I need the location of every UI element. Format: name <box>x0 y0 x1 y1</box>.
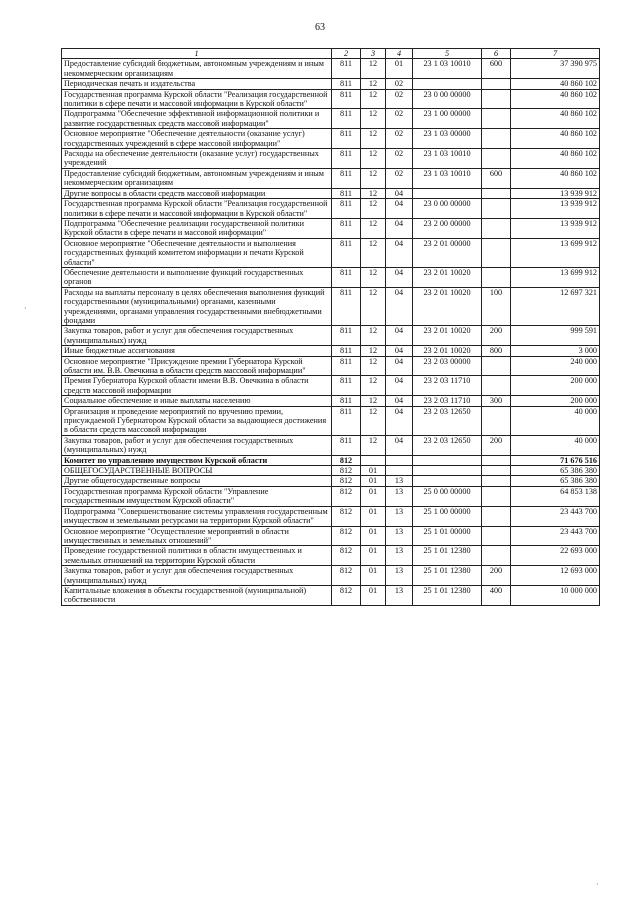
row-subsection-cell: 04 <box>386 188 413 198</box>
row-grbs-cell: 811 <box>332 218 361 238</box>
row-section-cell: 12 <box>361 356 386 376</box>
row-amount-cell: 37 390 975 <box>511 59 600 79</box>
row-expense-type-cell <box>482 129 511 149</box>
table-row <box>62 566 600 586</box>
table-row <box>62 326 600 346</box>
row-grbs-cell: 812 <box>332 506 361 526</box>
row-grbs-cell: 811 <box>332 149 361 169</box>
row-section-cell: 12 <box>361 188 386 198</box>
row-target-article-cell <box>413 466 482 476</box>
row-amount-cell: 23 443 700 <box>511 506 600 526</box>
row-section-cell <box>361 455 386 465</box>
table-row <box>62 486 600 506</box>
row-grbs-cell: 812 <box>332 476 361 486</box>
row-expense-type-cell <box>482 486 511 506</box>
row-name-cell: Предоставление субсидий бюджетным, автономным учреждениям и иным некоммерческим организациям <box>62 59 332 79</box>
row-target-article-cell: 25 1 00 00000 <box>413 506 482 526</box>
row-section-cell: 12 <box>361 326 386 346</box>
row-grbs-cell: 812 <box>332 585 361 605</box>
row-target-article-cell: 23 2 03 12650 <box>413 435 482 455</box>
row-target-article-cell: 25 1 01 12380 <box>413 566 482 586</box>
row-target-article-cell: 23 2 00 00000 <box>413 218 482 238</box>
row-name-cell: Расходы на обеспечение деятельности (оказание услуг) государственных учреждений <box>62 149 332 169</box>
row-section-cell: 12 <box>361 406 386 435</box>
row-grbs-cell: 811 <box>332 59 361 79</box>
row-section-cell: 01 <box>361 546 386 566</box>
row-expense-type-cell <box>482 455 511 465</box>
row-target-article-cell: 23 2 01 00000 <box>413 238 482 267</box>
row-name-cell: Другие вопросы в области средств массовой информации <box>62 188 332 198</box>
row-grbs-cell: 811 <box>332 188 361 198</box>
row-expense-type-cell <box>482 356 511 376</box>
row-target-article-cell: 23 2 01 10020 <box>413 267 482 287</box>
row-section-cell: 12 <box>361 199 386 219</box>
row-subsection-cell: 04 <box>386 396 413 406</box>
row-name-cell: Комитет по управлению имуществом Курской области <box>62 455 332 465</box>
header-cell: 6 <box>482 49 511 59</box>
row-target-article-cell: 23 1 03 10010 <box>413 59 482 79</box>
row-target-article-cell: 23 2 03 11710 <box>413 396 482 406</box>
row-expense-type-cell <box>482 526 511 546</box>
table-row <box>62 188 600 198</box>
row-subsection-cell: 04 <box>386 287 413 326</box>
row-grbs-cell: 811 <box>332 326 361 346</box>
row-section-cell: 12 <box>361 59 386 79</box>
row-amount-cell: 40 860 102 <box>511 149 600 169</box>
row-name-cell: Основное мероприятие "Осуществление мероприятий в области имущественных и земельных отношений" <box>62 526 332 546</box>
row-subsection-cell <box>386 466 413 476</box>
row-name-cell: Капитальные вложения в объекты государственной (муниципальной) собственности <box>62 585 332 605</box>
row-expense-type-cell <box>482 506 511 526</box>
header-cell: 2 <box>332 49 361 59</box>
row-target-article-cell: 23 2 03 11710 <box>413 376 482 396</box>
row-section-cell: 12 <box>361 267 386 287</box>
table-row <box>62 238 600 267</box>
table-row <box>62 129 600 149</box>
table-row <box>62 455 600 465</box>
row-amount-cell: 13 699 912 <box>511 238 600 267</box>
row-target-article-cell: 25 0 00 00000 <box>413 486 482 506</box>
row-amount-cell: 23 443 700 <box>511 526 600 546</box>
row-target-article-cell: 23 2 01 10020 <box>413 287 482 326</box>
row-section-cell: 12 <box>361 109 386 129</box>
row-section-cell: 12 <box>361 346 386 356</box>
row-amount-cell: 40 860 102 <box>511 89 600 109</box>
row-grbs-cell: 811 <box>332 89 361 109</box>
row-target-article-cell: 23 2 01 10020 <box>413 326 482 346</box>
row-grbs-cell: 811 <box>332 79 361 89</box>
row-amount-cell: 12 693 000 <box>511 566 600 586</box>
table-row <box>62 435 600 455</box>
row-name-cell: Предоставление субсидий бюджетным, автономным учреждениям и иным некоммерческим организациям <box>62 168 332 188</box>
row-grbs-cell: 812 <box>332 546 361 566</box>
row-name-cell: Подпрограмма "Обеспечение эффективной информационной политики и развитие государственных средств массовой информации" <box>62 109 332 129</box>
row-name-cell: Закупка товаров, работ и услуг для обеспечения государственных (муниципальных) нужд <box>62 566 332 586</box>
row-expense-type-cell <box>482 149 511 169</box>
row-amount-cell: 40 000 <box>511 435 600 455</box>
row-name-cell: Социальное обеспечение и иные выплаты населению <box>62 396 332 406</box>
row-amount-cell: 22 693 000 <box>511 546 600 566</box>
row-target-article-cell: 23 1 03 10010 <box>413 149 482 169</box>
page-number: 63 <box>315 22 325 33</box>
row-subsection-cell: 04 <box>386 356 413 376</box>
row-grbs-cell: 811 <box>332 267 361 287</box>
row-name-cell: Обеспечение деятельности и выполнение функций государственных органов <box>62 267 332 287</box>
row-name-cell: Подпрограмма "Совершенствование системы управления государственным имуществом и земельными ресурсами на территории Курской области" <box>62 506 332 526</box>
row-grbs-cell: 811 <box>332 376 361 396</box>
row-subsection-cell: 04 <box>386 199 413 219</box>
row-name-cell: Закупка товаров, работ и услуг для обеспечения государственных (муниципальных) нужд <box>62 326 332 346</box>
row-amount-cell: 65 386 380 <box>511 466 600 476</box>
row-subsection-cell: 02 <box>386 149 413 169</box>
table-row <box>62 346 600 356</box>
row-amount-cell: 65 386 380 <box>511 476 600 486</box>
row-section-cell: 12 <box>361 396 386 406</box>
table-row <box>62 59 600 79</box>
row-section-cell: 01 <box>361 566 386 586</box>
row-target-article-cell <box>413 79 482 89</box>
row-subsection-cell: 04 <box>386 218 413 238</box>
scan-dot: · <box>596 880 599 889</box>
row-grbs-cell: 811 <box>332 199 361 219</box>
row-grbs-cell: 811 <box>332 168 361 188</box>
row-expense-type-cell <box>482 199 511 219</box>
row-amount-cell: 200 000 <box>511 376 600 396</box>
table-row <box>62 476 600 486</box>
table-row <box>62 506 600 526</box>
row-expense-type-cell <box>482 466 511 476</box>
table-row <box>62 356 600 376</box>
row-name-cell: Другие общегосударственные вопросы <box>62 476 332 486</box>
row-section-cell: 01 <box>361 486 386 506</box>
table-row <box>62 406 600 435</box>
budget-table <box>61 48 600 606</box>
row-grbs-cell: 811 <box>332 287 361 326</box>
row-grbs-cell: 811 <box>332 129 361 149</box>
row-subsection-cell: 04 <box>386 376 413 396</box>
row-grbs-cell: 812 <box>332 486 361 506</box>
table-row <box>62 287 600 326</box>
row-amount-cell: 71 676 516 <box>511 455 600 465</box>
row-expense-type-cell: 800 <box>482 346 511 356</box>
row-target-article-cell: 23 2 03 00000 <box>413 356 482 376</box>
table-row <box>62 585 600 605</box>
row-section-cell: 12 <box>361 129 386 149</box>
row-subsection-cell: 13 <box>386 476 413 486</box>
row-expense-type-cell: 300 <box>482 396 511 406</box>
row-amount-cell: 40 000 <box>511 406 600 435</box>
table-row <box>62 376 600 396</box>
table-row <box>62 466 600 476</box>
row-name-cell: Проведение государственной политики в области имущественных и земельных отношений на территории Курской области <box>62 546 332 566</box>
row-amount-cell: 200 000 <box>511 396 600 406</box>
row-amount-cell: 40 860 102 <box>511 79 600 89</box>
row-amount-cell: 40 860 102 <box>511 168 600 188</box>
row-subsection-cell: 01 <box>386 59 413 79</box>
table-row <box>62 526 600 546</box>
table-header-row <box>62 49 600 59</box>
row-target-article-cell: 23 0 00 00000 <box>413 89 482 109</box>
row-amount-cell: 13 939 912 <box>511 188 600 198</box>
row-grbs-cell: 811 <box>332 356 361 376</box>
row-subsection-cell: 02 <box>386 109 413 129</box>
row-expense-type-cell <box>482 406 511 435</box>
row-expense-type-cell: 400 <box>482 585 511 605</box>
row-amount-cell: 40 860 102 <box>511 129 600 149</box>
row-name-cell: Закупка товаров, работ и услуг для обеспечения государственных (муниципальных) нужд <box>62 435 332 455</box>
header-cell: 7 <box>511 49 600 59</box>
row-target-article-cell <box>413 188 482 198</box>
row-name-cell: Расходы на выплаты персоналу в целях обеспечения выполнения функций государственными (муниципальными) органами, казенными учреждениями, органами управления государственными внебюджетными фондами <box>62 287 332 326</box>
row-grbs-cell: 812 <box>332 566 361 586</box>
row-section-cell: 12 <box>361 79 386 89</box>
row-amount-cell: 13 939 912 <box>511 199 600 219</box>
row-subsection-cell: 13 <box>386 486 413 506</box>
row-target-article-cell: 25 1 01 12380 <box>413 546 482 566</box>
row-section-cell: 12 <box>361 89 386 109</box>
row-section-cell: 12 <box>361 287 386 326</box>
row-section-cell: 01 <box>361 466 386 476</box>
row-section-cell: 12 <box>361 168 386 188</box>
row-subsection-cell: 04 <box>386 346 413 356</box>
row-amount-cell: 999 591 <box>511 326 600 346</box>
row-expense-type-cell: 600 <box>482 59 511 79</box>
row-expense-type-cell: 100 <box>482 287 511 326</box>
row-target-article-cell: 25 1 01 12380 <box>413 585 482 605</box>
row-grbs-cell: 812 <box>332 466 361 476</box>
row-subsection-cell: 02 <box>386 168 413 188</box>
row-amount-cell: 64 853 138 <box>511 486 600 506</box>
row-expense-type-cell: 200 <box>482 566 511 586</box>
row-name-cell: Основное мероприятие "Обеспечение деятельности (оказание услуг) государственных учреждений в сфере массовой информации" <box>62 129 332 149</box>
table-row <box>62 396 600 406</box>
table-body <box>62 59 600 605</box>
scan-dot: · <box>24 304 27 313</box>
row-section-cell: 01 <box>361 585 386 605</box>
row-amount-cell: 10 000 000 <box>511 585 600 605</box>
row-name-cell: Государственная программа Курской области "Реализация государственной политики в сфере печати и массовой информации в Курской области" <box>62 199 332 219</box>
table-row <box>62 546 600 566</box>
row-subsection-cell: 04 <box>386 406 413 435</box>
row-subsection-cell: 02 <box>386 129 413 149</box>
row-subsection-cell: 13 <box>386 546 413 566</box>
row-subsection-cell: 13 <box>386 526 413 546</box>
row-amount-cell: 13 939 912 <box>511 218 600 238</box>
row-expense-type-cell <box>482 376 511 396</box>
header-cell: 3 <box>361 49 386 59</box>
row-amount-cell: 240 000 <box>511 356 600 376</box>
table-row <box>62 267 600 287</box>
row-name-cell: Премия Губернатора Курской области имени В.В. Овечкина в области средств массовой информации <box>62 376 332 396</box>
row-expense-type-cell: 600 <box>482 168 511 188</box>
row-name-cell: Периодическая печать и издательства <box>62 79 332 89</box>
row-name-cell: Иные бюджетные ассигнования <box>62 346 332 356</box>
row-section-cell: 12 <box>361 238 386 267</box>
row-target-article-cell: 23 1 03 10010 <box>413 168 482 188</box>
row-expense-type-cell <box>482 79 511 89</box>
row-subsection-cell: 13 <box>386 585 413 605</box>
table-row <box>62 109 600 129</box>
row-section-cell: 01 <box>361 506 386 526</box>
row-expense-type-cell: 200 <box>482 435 511 455</box>
row-grbs-cell: 812 <box>332 455 361 465</box>
table-row <box>62 79 600 89</box>
row-subsection-cell: 04 <box>386 326 413 346</box>
table-row <box>62 199 600 219</box>
row-expense-type-cell <box>482 267 511 287</box>
row-grbs-cell: 812 <box>332 526 361 546</box>
row-section-cell: 01 <box>361 526 386 546</box>
table-row <box>62 149 600 169</box>
table-row <box>62 168 600 188</box>
row-name-cell: Основное мероприятие "Присуждение премии Губернатора Курской области им. В.В. Овечкина в области средств массовой информации" <box>62 356 332 376</box>
row-expense-type-cell <box>482 89 511 109</box>
row-target-article-cell: 23 0 00 00000 <box>413 199 482 219</box>
row-grbs-cell: 811 <box>332 109 361 129</box>
row-amount-cell: 13 699 912 <box>511 267 600 287</box>
row-section-cell: 12 <box>361 218 386 238</box>
row-subsection-cell: 04 <box>386 435 413 455</box>
row-expense-type-cell <box>482 238 511 267</box>
row-amount-cell: 3 000 <box>511 346 600 356</box>
row-grbs-cell: 811 <box>332 238 361 267</box>
row-name-cell: Организация и проведение мероприятий по вручению премии, присуждаемой Губернатором Курской области за выдающиеся достижения в области средств массовой информации <box>62 406 332 435</box>
row-amount-cell: 40 860 102 <box>511 109 600 129</box>
row-section-cell: 01 <box>361 476 386 486</box>
row-grbs-cell: 811 <box>332 406 361 435</box>
row-expense-type-cell <box>482 476 511 486</box>
row-name-cell: Подпрограмма "Обеспечение реализации государственной политики Курской области в сфере печати и массовой информации" <box>62 218 332 238</box>
header-cell: 1 <box>62 49 332 59</box>
row-subsection-cell: 04 <box>386 238 413 267</box>
row-amount-cell: 12 697 321 <box>511 287 600 326</box>
row-target-article-cell <box>413 476 482 486</box>
row-section-cell: 12 <box>361 376 386 396</box>
row-target-article-cell: 23 2 01 10020 <box>413 346 482 356</box>
row-name-cell: Государственная программа Курской области "Управление государственным имуществом Курской области" <box>62 486 332 506</box>
table-row <box>62 89 600 109</box>
row-grbs-cell: 811 <box>332 346 361 356</box>
row-expense-type-cell <box>482 546 511 566</box>
row-name-cell: Государственная программа Курской области "Реализация государственной политики в сфере печати и массовой информации в Курской области" <box>62 89 332 109</box>
header-cell: 4 <box>386 49 413 59</box>
row-name-cell: ОБЩЕГОСУДАРСТВЕННЫЕ ВОПРОСЫ <box>62 466 332 476</box>
row-subsection-cell: 13 <box>386 566 413 586</box>
row-section-cell: 12 <box>361 149 386 169</box>
row-target-article-cell: 23 1 00 00000 <box>413 109 482 129</box>
header-cell: 5 <box>413 49 482 59</box>
row-expense-type-cell <box>482 218 511 238</box>
row-expense-type-cell <box>482 188 511 198</box>
row-expense-type-cell: 200 <box>482 326 511 346</box>
row-subsection-cell: 02 <box>386 79 413 89</box>
row-target-article-cell: 23 1 03 00000 <box>413 129 482 149</box>
table-row <box>62 218 600 238</box>
row-target-article-cell: 23 2 03 12650 <box>413 406 482 435</box>
row-grbs-cell: 811 <box>332 435 361 455</box>
row-target-article-cell <box>413 455 482 465</box>
row-section-cell: 12 <box>361 435 386 455</box>
row-subsection-cell <box>386 455 413 465</box>
row-subsection-cell: 04 <box>386 267 413 287</box>
row-expense-type-cell <box>482 109 511 129</box>
row-target-article-cell: 25 1 01 00000 <box>413 526 482 546</box>
row-subsection-cell: 02 <box>386 89 413 109</box>
row-name-cell: Основное мероприятие "Обеспечение деятельности и выполнения государственных функций комитетом информации и печати Курской области" <box>62 238 332 267</box>
row-subsection-cell: 13 <box>386 506 413 526</box>
row-grbs-cell: 811 <box>332 396 361 406</box>
